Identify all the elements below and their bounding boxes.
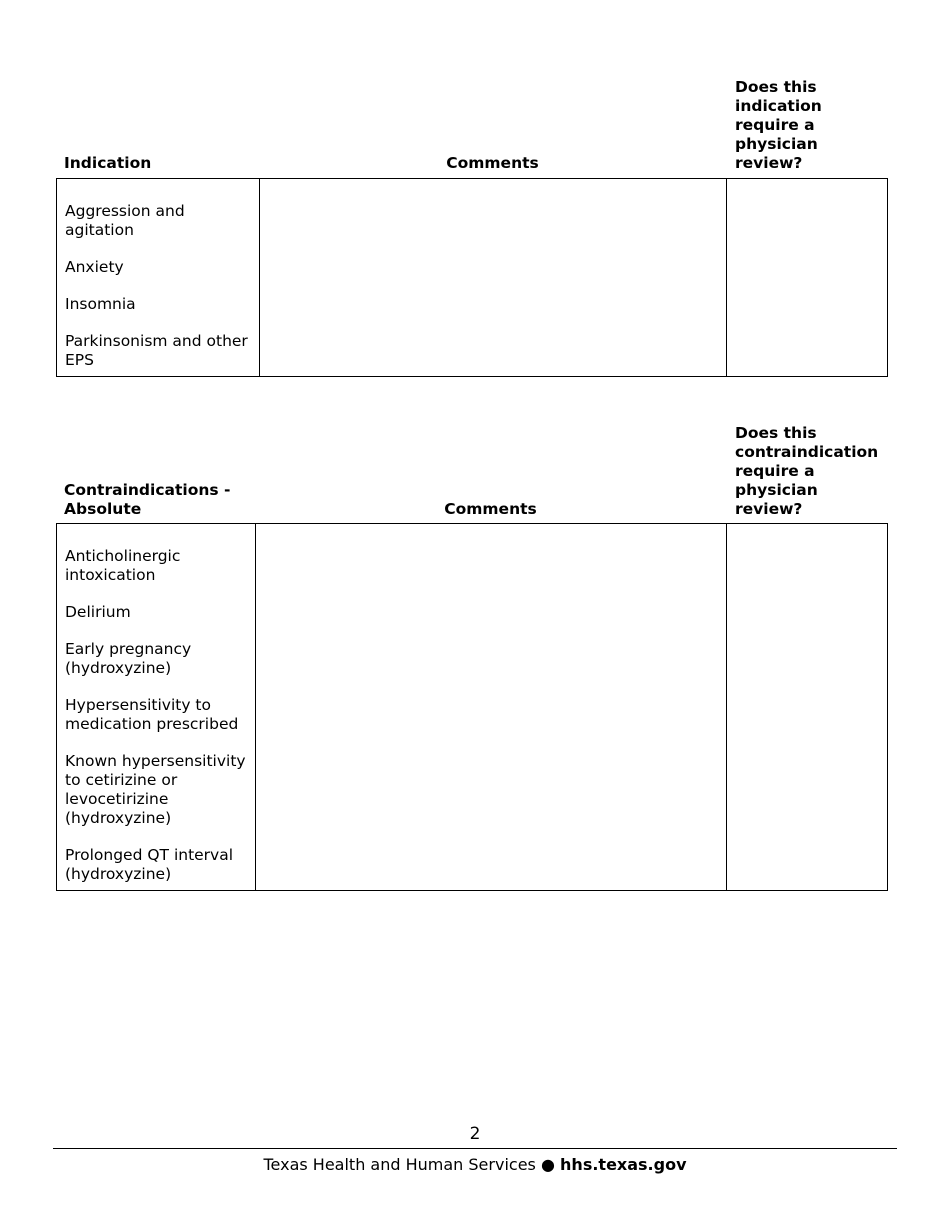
table2 bbox=[56, 523, 888, 891]
table1-header-comments: Comments bbox=[446, 154, 539, 172]
footer-separator-bullet: ● bbox=[540, 1155, 555, 1174]
table2-physician-review-cell[interactable] bbox=[726, 524, 887, 890]
list-item: Aggression and agitation bbox=[65, 202, 185, 239]
table2-header-comments: Comments bbox=[444, 500, 537, 518]
list-item: Delirium bbox=[65, 603, 131, 621]
page-number: 2 bbox=[469, 1124, 481, 1144]
table1 bbox=[56, 178, 888, 377]
table2-comments-cell[interactable] bbox=[256, 524, 726, 890]
list-item: Parkinsonism and other EPS bbox=[65, 332, 248, 369]
table1-header-indication: Indication bbox=[64, 154, 152, 172]
table1-header-physician-review: Does this indication require a physician review? bbox=[735, 78, 822, 172]
list-item: Insomnia bbox=[65, 295, 136, 313]
table1-indication-list bbox=[65, 202, 255, 370]
list-item: Known hypersensitivity to cetirizine or levocetirizine (hydroxyzine) bbox=[65, 752, 246, 827]
table2-contraindication-cell bbox=[57, 524, 256, 890]
table1-indication-cell bbox=[57, 179, 260, 376]
table2-contraindication-list bbox=[65, 547, 251, 884]
list-item: Anticholinergic intoxication bbox=[65, 547, 181, 584]
list-item: Anxiety bbox=[65, 258, 124, 276]
list-item: Early pregnancy (hydroxyzine) bbox=[65, 640, 192, 677]
footer-divider bbox=[53, 1148, 897, 1149]
table2-header-physician-review: Does this contraindication require a physician review? bbox=[735, 424, 879, 518]
list-item: Prolonged QT interval (hydroxyzine) bbox=[65, 846, 234, 883]
list-item: Hypersensitivity to medication prescribed bbox=[65, 696, 239, 733]
table1-comments-cell[interactable] bbox=[260, 179, 726, 376]
table1-physician-review-cell[interactable] bbox=[726, 179, 887, 376]
footer bbox=[0, 1155, 950, 1174]
footer-site-link[interactable]: hhs.texas.gov bbox=[560, 1155, 687, 1174]
footer-org: Texas Health and Human Services bbox=[263, 1155, 536, 1174]
table2-header-contraindications: Contraindications - Absolute bbox=[64, 481, 231, 518]
